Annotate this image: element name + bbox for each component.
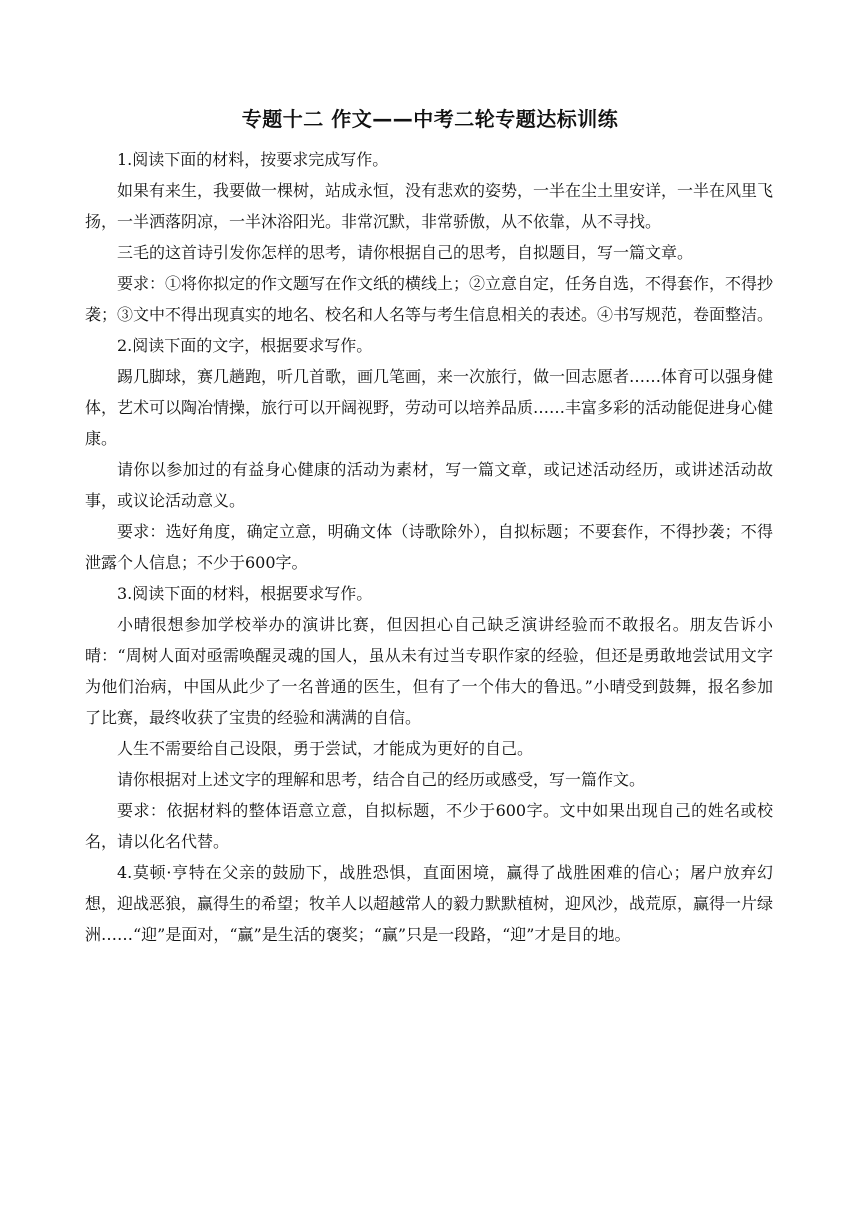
question-3-heading: 3.阅读下面的材料，根据要求写作。 <box>117 584 373 603</box>
question-1-requirements: 要求：①将你拟定的作文题写在作文纸的横线上；②立意自定，任务自选，不得套作，不得抄袭；③文中不得出现真实的地名、校名和人名等与考生信息相关的表述。④书写规范，卷面整洁。 <box>85 274 774 324</box>
question-1-prompt: 三毛的这首诗引发你怎样的思考，请你根据自己的思考，自拟题目，写一篇文章。 <box>117 243 694 262</box>
question-3-quote: 人生不需要给自己设限，勇于尝试，才能成为更好的自己。 <box>117 739 534 758</box>
question-1-heading: 1.阅读下面的材料，按要求完成写作。 <box>117 150 389 169</box>
question-3-material: 小晴很想参加学校举办的演讲比赛，但因担心自己缺乏演讲经验而不敢报名。朋友告诉小晴：“周树人面对亟需唤醒灵魂的国人，虽从未有过当专职作家的经验，但还是勇敢地尝试用文字为他们治病，中国从此少了一名普通的医生，但有了一个伟大的鲁迅。”小晴受到鼓舞，报名参加了比赛，最终收获了宝贵的经验和满满的自信。 <box>85 615 773 727</box>
page-title: 专题十二 作文——中考二轮专题达标训练 <box>241 107 619 131</box>
question-3-prompt: 请你根据对上述文字的理解和思考，结合自己的经历或感受，写一篇作文。 <box>117 770 646 789</box>
question-4-material: 4.莫顿·亨特在父亲的鼓励下，战胜恐惧，直面困境，赢得了战胜困难的信心；屠户放弃幻想，迎战恶狼，赢得生的希望；牧羊人以超越常人的毅力默默植树，迎风沙，战荒原，赢得一片绿洲……“迎”是面对，“赢”是生活的褒奖；“赢”只是一段路，“迎”才是目的地。 <box>85 863 774 944</box>
question-2-heading: 2.阅读下面的文字，根据要求写作。 <box>117 336 373 355</box>
question-3-requirements: 要求：依据材料的整体语意立意，自拟标题，不少于600字。文中如果出现自己的姓名或校名，请以化名代替。 <box>85 801 773 851</box>
document-body <box>85 144 773 950</box>
question-2-material: 踢几脚球，赛几趟跑，听几首歌，画几笔画，来一次旅行，做一回志愿者……体育可以强身健体，艺术可以陶冶情操，旅行可以开阔视野，劳动可以培养品质……丰富多彩的活动能促进身心健康。 <box>85 367 774 448</box>
question-2-prompt: 请你以参加过的有益身心健康的活动为素材，写一篇文章，或记述活动经历，或讲述活动故事，或议论活动意义。 <box>85 460 773 510</box>
question-1-poem: 如果有来生，我要做一棵树，站成永恒，没有悲欢的姿势，一半在尘土里安详，一半在风里飞扬，一半洒落阴凉，一半沐浴阳光。非常沉默，非常骄傲，从不依靠，从不寻找。 <box>85 181 774 231</box>
question-2-requirements: 要求：选好角度，确定立意，明确文体（诗歌除外），自拟标题；不要套作，不得抄袭；不得泄露个人信息；不少于600字。 <box>85 522 773 572</box>
